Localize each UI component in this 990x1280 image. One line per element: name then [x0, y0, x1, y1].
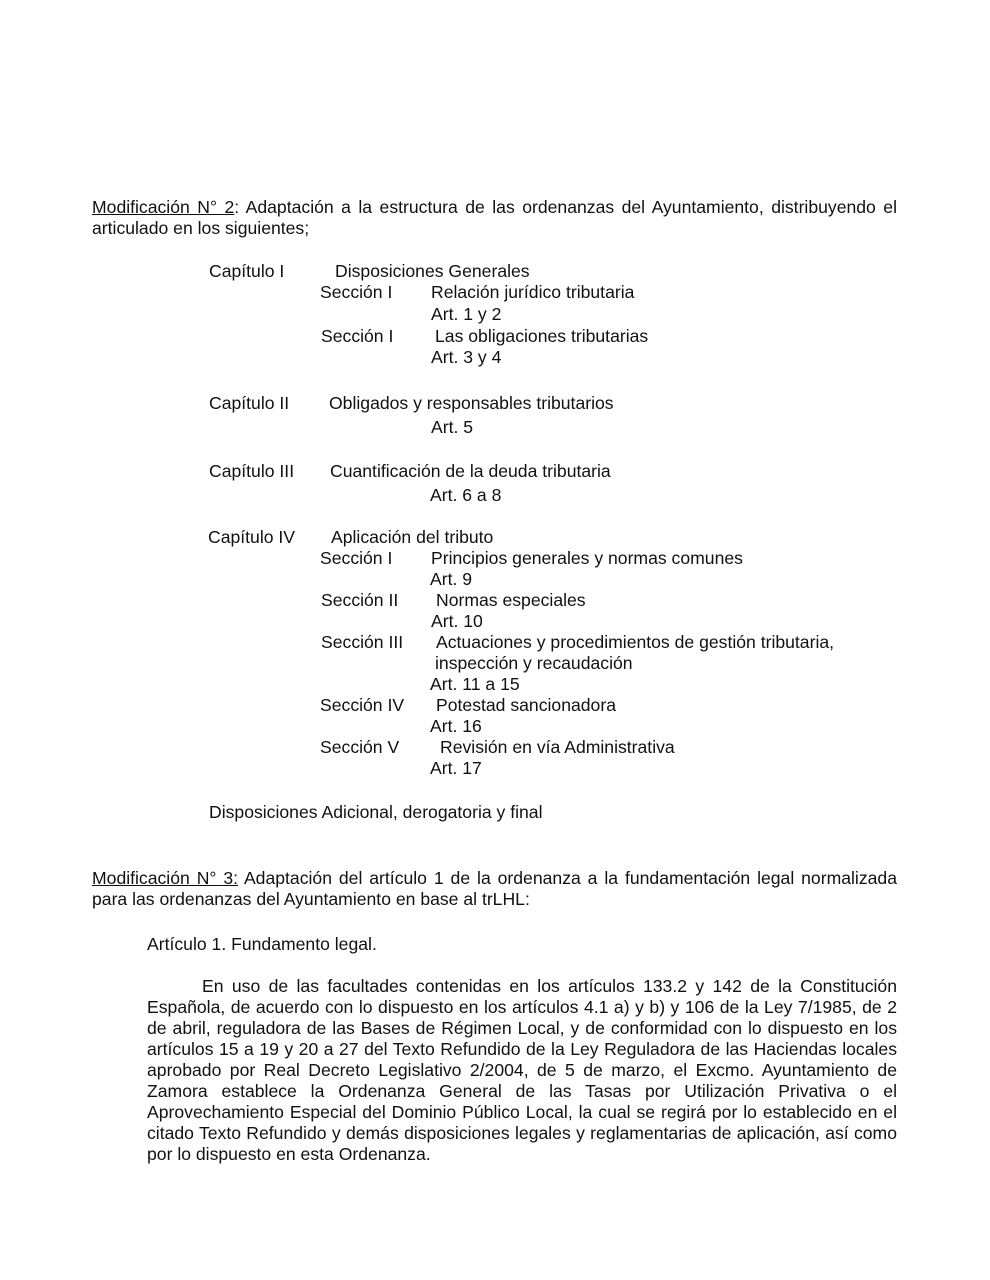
- cap4-s5-label: Sección V: [320, 737, 400, 757]
- mod2-paragraph: [92, 197, 897, 239]
- cap2-arts: Art. 5: [431, 417, 474, 437]
- final-dispositions: Disposiciones Adicional, derogatoria y final: [209, 802, 543, 822]
- cap3-arts: Art. 6 a 8: [430, 485, 502, 505]
- cap4-s4-title: Potestad sancionadora: [436, 695, 616, 715]
- cap4-s3-arts: Art. 11 a 15: [430, 674, 520, 694]
- mod3-label: Modificación N° 3:: [92, 868, 239, 888]
- cap4-s2-arts: Art. 10: [431, 611, 483, 631]
- cap1-label: Capítulo I: [209, 261, 285, 281]
- cap2-title: Obligados y responsables tributarios: [329, 393, 614, 413]
- mod2-text: : Adaptación a la estructura de las ordenanzas del Ayuntamiento, distribuyendo el articulado en los siguientes;: [92, 197, 897, 238]
- article-heading: Artículo 1. Fundamento legal.: [147, 934, 377, 954]
- cap4-s1-title: Principios generales y normas comunes: [431, 548, 743, 568]
- cap3-title: Cuantificación de la deuda tributaria: [330, 461, 611, 481]
- cap1-s1-label: Sección I: [320, 282, 393, 302]
- cap4-title: Aplicación del tributo: [331, 527, 494, 547]
- mod3-paragraph: [92, 868, 897, 910]
- cap2-label: Capítulo II: [209, 393, 290, 413]
- cap1-s2-arts: Art. 3 y 4: [431, 347, 502, 367]
- cap1-s1-arts: Art. 1 y 2: [431, 304, 502, 324]
- mod3-text: Adaptación del artículo 1 de la ordenanza a la fundamentación legal normalizada para las ordenanzas del Ayuntamiento en base al trLHL:: [92, 868, 897, 909]
- cap1-s2-label: Sección I: [321, 326, 394, 346]
- mod2-label: Modificación N° 2: [92, 197, 235, 217]
- cap4-s2-title: Normas especiales: [436, 590, 586, 610]
- cap4-s4-label: Sección IV: [320, 695, 405, 715]
- cap4-s5-title: Revisión en vía Administrativa: [440, 737, 675, 757]
- cap4-label: Capítulo IV: [208, 527, 296, 547]
- cap4-s3-title-cont: inspección y recaudación: [435, 653, 633, 673]
- cap4-s5-arts: Art. 17: [430, 758, 482, 778]
- cap4-s2-label: Sección II: [321, 590, 399, 610]
- cap1-s2-title: Las obligaciones tributarias: [435, 326, 649, 346]
- cap1-title: Disposiciones Generales: [335, 261, 530, 281]
- cap4-s1-label: Sección I: [320, 548, 393, 568]
- cap3-label: Capítulo III: [209, 461, 295, 481]
- cap4-s1-arts: Art. 9: [430, 569, 473, 589]
- cap4-s3-title: Actuaciones y procedimientos de gestión tributaria,: [436, 632, 835, 652]
- article-body: En uso de las facultades contenidas en los artículos 133.2 y 142 de la Constitución Española, de acuerdo con lo dispuesto en los artículos 4.1 a) y b) y 106 de la Ley 7/1985, de 2 de abril, reguladora de las Bases de Régimen Local, y de conformidad con lo dispuesto en los artículos 15 a 19 y 20 a 27 del Texto Refundido de la Ley Reguladora de las Haciendas locales aprobado por Real Decreto Legislativo 2/2004, de 5 de marzo, el Excmo. Ayuntamiento de Zamora establece la Ordenanza General de las Tasas por Utilización Privativa o el Aprovechamiento Especial del Dominio Público Local, la cual se regirá por lo establecido en el citado Texto Refundido y demás disposiciones legales y reglamentarias de aplicación, así como por lo dispuesto en esta Ordenanza.: [147, 976, 897, 1164]
- cap4-s4-arts: Art. 16: [430, 716, 482, 736]
- cap1-s1-title: Relación jurídico tributaria: [431, 282, 635, 302]
- cap4-s3-label: Sección III: [321, 632, 404, 652]
